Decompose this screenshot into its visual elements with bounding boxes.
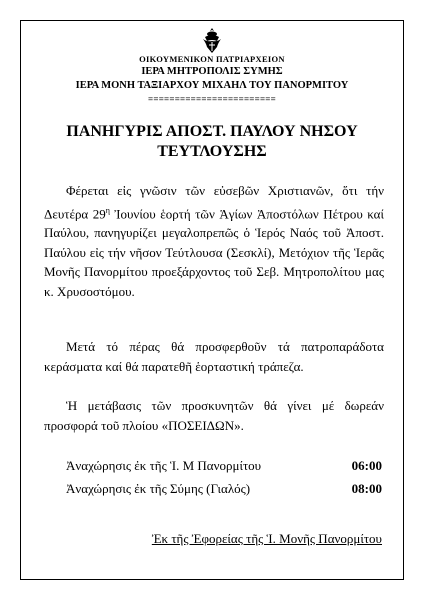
header-monastery: ΙΕΡΑ ΜΟΝΗ ΤΑΞΙΑΡΧΟΥ ΜΙΧΑΗΛ ΤΟΥ ΠΑΝΟΡΜΙΤΟΥ <box>75 80 349 91</box>
paragraph-refreshments: Μετά τό πέρας θά προσφερθοῦν τά πατροπαράδοτα κεράσματα καί θά παρατεθῆ ἑορταστική τράπεζα. <box>44 339 384 374</box>
paragraph-transport: Ἡ μετάβασις τῶν προσκυνητῶν θά γίνει μέ δωρεάν προσφορά τοῦ πλοίου «ΠΟΣΕΙΔΩΝ». <box>44 398 384 433</box>
signature: Ἐκ τῆς Ἐφορείας τῆς Ἱ. Μονῆς Πανορμίτου <box>151 531 382 546</box>
paragraph-feast-text-b: Ἰουνίου ἑορτή τῶν Ἁγίων Ἀποστόλων Πέτρου καί Παύλου, πανηγυρίζει μεγαλοπρεπῶς ὁ Ἱερός Ναός τοῦ Ἀποστ. Παύλου εἰς τήν νῆσον Τεύτλουσα (Σεσκλί), Μετόχιον τῆς Ἱερᾶς Μονῆς Πανορμίτου προεξάρχοντος τοῦ Σεβ. Μητροπολίτου μας κ. Χρυσοστόμου. <box>44 205 384 299</box>
departure-time: 08:00 <box>351 481 382 496</box>
departure-label: Ἀναχώρησις ἐκ τῆς Σύμης (Γιαλός) <box>66 481 251 496</box>
announcement-title-line2: ΤΕΥΤΛΟΥΣΗΣ <box>157 143 267 160</box>
date-ordinal-superscript: η <box>105 205 110 215</box>
header-divider: ======================== <box>148 94 276 104</box>
header-patriarchate: ΟΙΚΟΥΜΕΝΙΚΟΝ ΠΑΤΡΙΑΡΧΕΙΟΝ <box>139 54 285 64</box>
announcement-title: ΠΑΝΗΓΥΡΙΣ ΑΠΟΣΤ. ΠΑΥΛΟΥ ΝΗΣΟΥ <box>66 123 358 140</box>
paragraph-feast-text-a: Φέρεται εἰς γνῶσιν τῶν εὐσεβῶν Χριστιανῶν, ὅτι τήν Δευτέρα 29 <box>44 183 384 221</box>
paragraph-feast-announcement <box>44 181 384 301</box>
header-metropolis: ΙΕΡΑ ΜΗΤΡΟΠΟΛΙΣ ΣΥΜΗΣ <box>141 66 283 77</box>
patriarchate-emblem-icon <box>201 27 223 55</box>
departure-time: 06:00 <box>351 458 382 473</box>
departure-row <box>66 481 382 497</box>
departure-row <box>66 458 382 474</box>
departure-label: Ἀναχώρησις ἐκ τῆς Ἱ. Μ Πανορμίτου <box>66 458 262 473</box>
